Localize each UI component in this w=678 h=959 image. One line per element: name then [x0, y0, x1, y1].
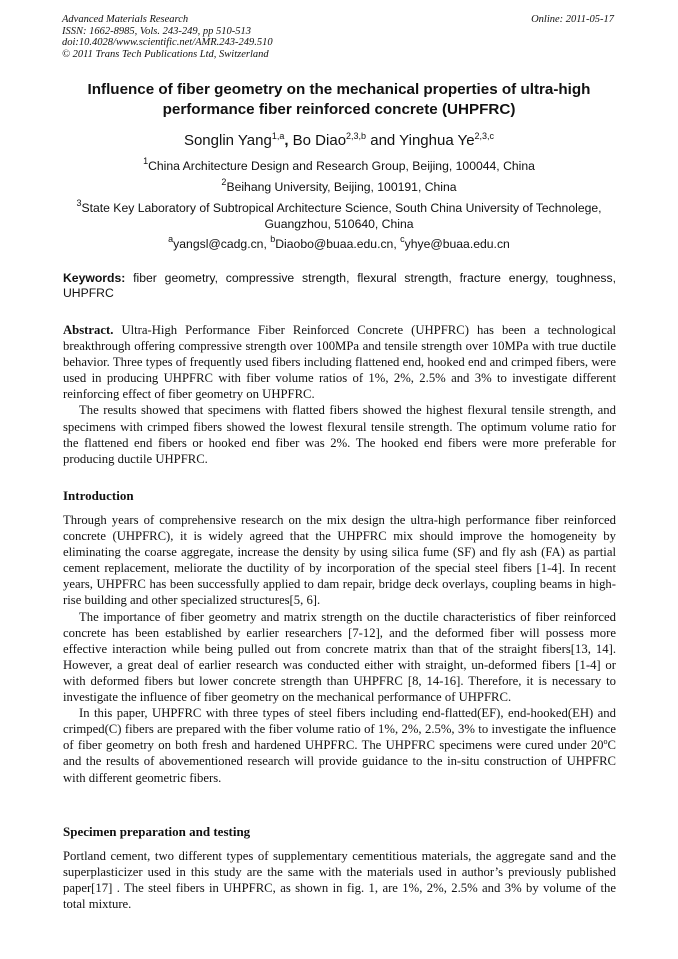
abstract-text: Ultra-High Performance Fiber Reinforced Concrete (UHPFRC) has been a technological breakthrough offering compressive strength over 100MPa and tensile strength over 10MPa with true ductile behavior. Three types of frequently used fibers including flattened end, hooked end and crimped fibers, were used in producing UHPFRC with fiber volume ratios of 1%, 2%, 2.5% and 3% to investigate different reinforcing effect of fiber geometry on UHPFRC.: [63, 323, 616, 402]
paragraph-text: In this paper, UHPFRC with three types of steel fibers including end-flatted(EF), end-hooked(EH) and crimped(C) fibers are prepared with the fiber volume ratio of 1%, 2%, 2.5%, 3% to investigate the influence of fiber geometry on both fresh and hardened UHPFRC. The UHPFRC specimens were cured under 20: [63, 706, 616, 753]
email-text: Diaobo@buaa.edu.cn,: [275, 237, 401, 251]
abstract-paragraph: [63, 322, 616, 402]
author-separator: and: [366, 132, 400, 149]
author-name: Bo Diao: [292, 132, 347, 149]
email-list: [62, 236, 616, 252]
title-line-1: Influence of fiber geometry on the mechanical properties of ultra-high: [87, 81, 591, 98]
email-text: yhye@buaa.edu.cn: [404, 237, 510, 251]
keywords-label: Keywords:: [63, 271, 126, 285]
author-name: Yinghua Ye: [399, 132, 475, 149]
abstract-label: Abstract.: [63, 323, 114, 337]
affiliation-2: [62, 179, 616, 195]
journal-name: Advanced Materials Research: [62, 14, 189, 25]
email-sup: a: [168, 234, 174, 244]
author-sup: 2,3,b: [346, 131, 367, 141]
body-paragraph: Through years of comprehensive research on the mix design the ultra-high performance fiber reinforced concrete (UHPFRC), it is widely agreed that the UHPFRC mix should improve the homogeneity by eliminating the coarse aggregate, increase the density by using silica fume (SF) and fly ash (FA) as partial cement replacement, meliorate the ductility of by incorporation of the special steel fibers [1-4]. In recent years, UHPFRC has been successfully applied to dam repair, bridge deck overlays, coupling beams in high-rise building and other specialized structures[5, 6].: [63, 513, 616, 608]
affiliation-text: Beihang University, Beijing, 100191, China: [226, 180, 457, 194]
author-sup: 1,a: [271, 131, 285, 141]
author-list: [40, 131, 638, 150]
email-sup: b: [270, 234, 276, 244]
affiliation-3: [50, 200, 628, 232]
keywords-text: fiber geometry, compressive strength, flexural strength, fracture energy, toughness, UHPFRC: [63, 271, 616, 301]
author-name: Songlin Yang: [183, 132, 272, 149]
title-line-2: performance fiber reinforced concrete (UHPFRC): [162, 100, 516, 118]
body-paragraph: [63, 705, 616, 785]
journal-header: [62, 14, 273, 60]
paper-title: [40, 80, 638, 119]
affiliation-3-line-1: [50, 200, 628, 216]
affiliation-sup: 1: [143, 156, 149, 166]
email-text: yangsl@cadg.cn,: [173, 237, 271, 251]
keywords: [63, 271, 616, 301]
abstract: [63, 322, 616, 467]
body-paragraph: Portland cement, two different types of supplementary cementitious materials, the aggregate sand and the superplasticizer used in this study are the same with the materials used in author’s previously published paper[17] . The steel fibers in UHPFRC, as shown in fig. 1, are 1%, 2%, 2.5% and 3% by volume of the total mixture.: [63, 849, 616, 912]
journal-issn: ISSN: 1662-8985, Vols. 243-249, pp 510-513: [62, 25, 251, 37]
email-sup: c: [400, 234, 405, 244]
affiliation-1: [62, 158, 616, 174]
section-heading: Specimen preparation and testing: [63, 824, 251, 839]
introduction-body: [63, 512, 616, 786]
specimen-body: [63, 848, 616, 912]
journal-doi: doi:10.4028/www.scientific.net/AMR.243-249.510: [62, 37, 273, 49]
body-paragraph: The importance of fiber geometry and matrix strength on the ductile characteristics of fiber reinforced concrete has been established by earlier researchers [7-12], and the deformed fiber will possess more effective interaction while being pulled out from concrete matrix than that of the straight fibers[13, 14]. However, a great deal of earlier research was conducted either with straight, un-deformed fibers [1-4] or with deformed fibers but lower concrete strength than UHPFRC [8, 14-16]. Therefore, it is necessary to investigate the influence of fiber geometry on the mechanical performance of UHPFRC.: [63, 609, 616, 705]
journal-copyright: © 2011 Trans Tech Publications Ltd, Switzerland: [62, 48, 269, 60]
section-heading: Introduction: [63, 488, 134, 503]
degree-sup: o: [603, 737, 608, 747]
affiliation-sup: 3: [76, 198, 82, 208]
affiliation-text: State Key Laboratory of Subtropical Architecture Science, South China University of Technolege,: [81, 201, 602, 215]
affiliation-3-line-2: Guangzhou, 510640, China: [264, 217, 414, 231]
abstract-paragraph: The results showed that specimens with flatted fibers showed the highest flexural tensile strength, and specimens with crimped fibers showed the lowest flexural tensile strength. The optimum volume ratio for the flattened end fibers or hooked end fiber was 2%. The hooked end fibers were more preferable for producing ductile UHPFRC.: [63, 403, 616, 466]
paragraph-text: C and the results of abovementioned research will provide guidance to the in-situ construction of UHPFRC with different geometric fibers.: [63, 738, 616, 785]
author-separator: ,: [284, 132, 293, 149]
author-sup: 2,3,c: [474, 131, 495, 141]
affiliation-sup: 2: [221, 177, 227, 187]
affiliation-text: China Architecture Design and Research Group, Beijing, 100044, China: [148, 159, 535, 173]
online-date: Online: 2011-05-17: [531, 14, 614, 25]
